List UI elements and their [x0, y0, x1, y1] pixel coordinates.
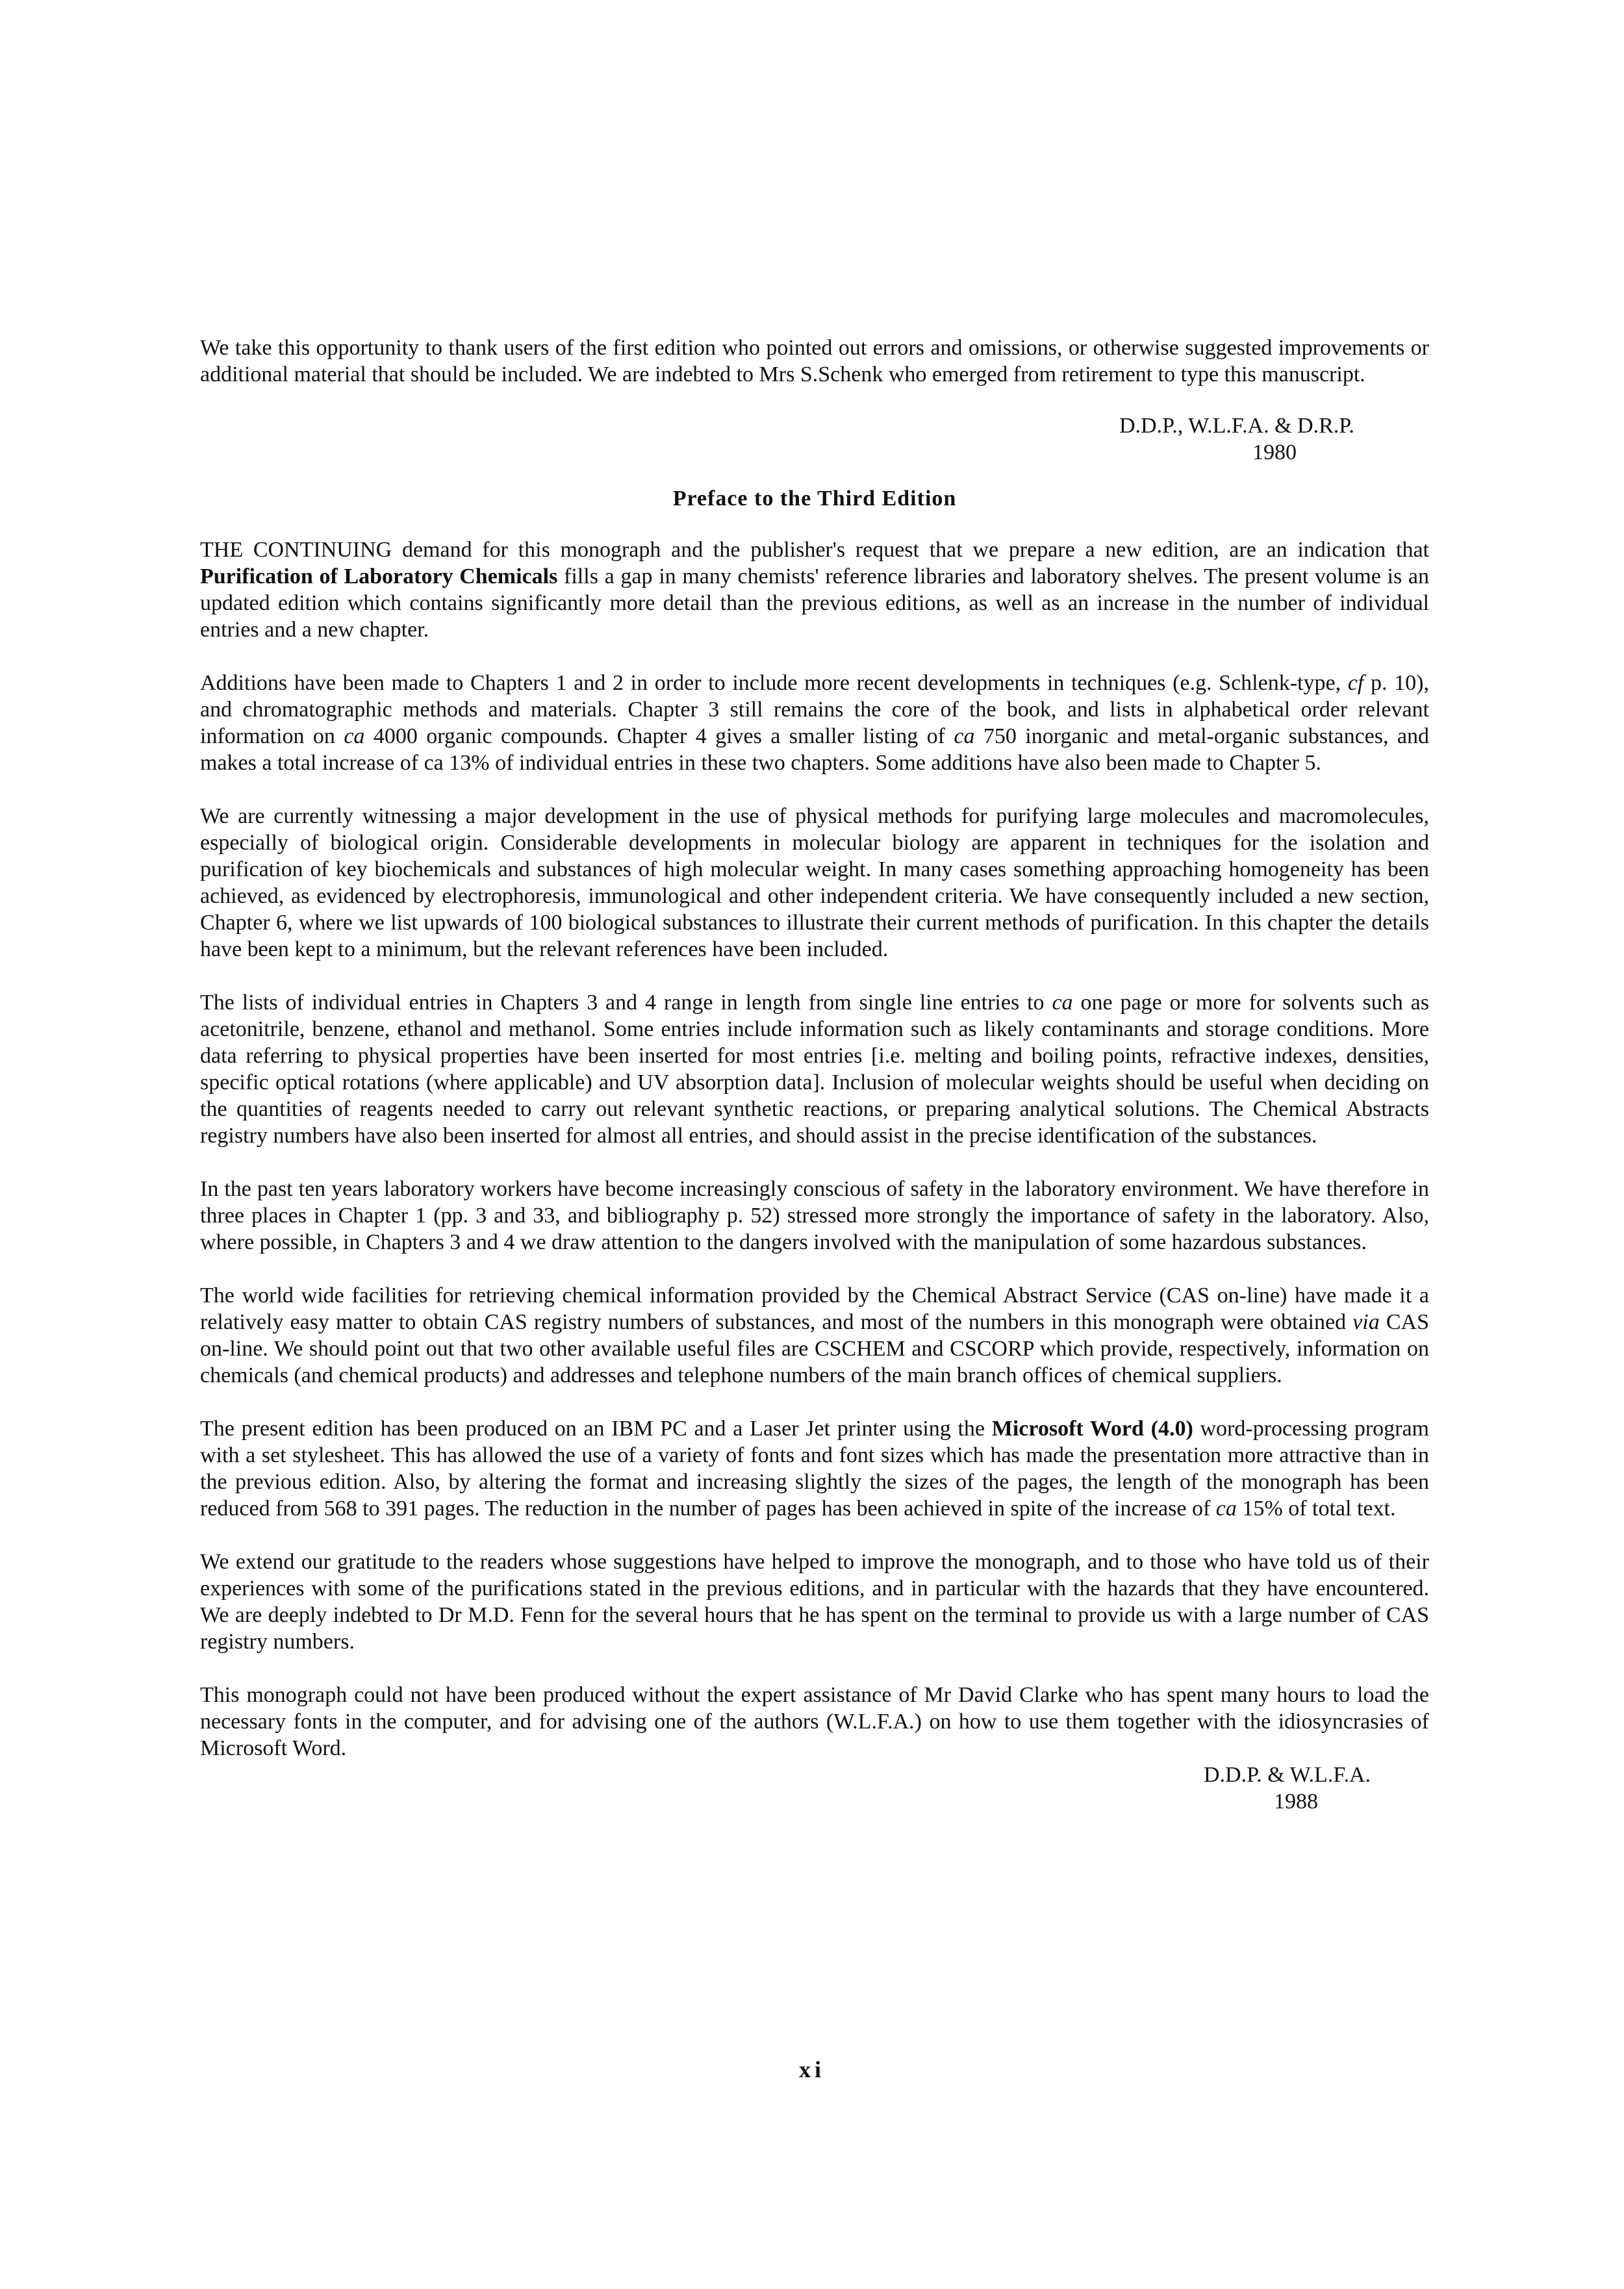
italic-term: ca [344, 724, 365, 748]
text-run: 750 inorganic and metal-organic substances, and makes a total increase of ca 13% of individual entries in these two chapters. Some additions have also been made to Chapter 5. [200, 724, 1429, 775]
intro-paragraph: We take this opportunity to thank users of the first edition who pointed out errors and omissions, or otherwise suggested improvements or additional material that should be included. We are indebted to Mrs S.Schenk who emerged from retirement to type this manuscript. [200, 336, 1429, 386]
paragraph-1 [200, 537, 1429, 643]
preface-page [200, 335, 1429, 1815]
italic-term: ca [1215, 1497, 1237, 1521]
paragraph-4 [200, 989, 1429, 1149]
signature-names: D.D.P., W.L.F.A. & D.R.P. [1119, 414, 1354, 438]
text-run: Additions have been made to Chapters 1 and 2 in order to include more recent developments in techniques (e.g. Schlenk-type, [200, 671, 1348, 695]
signature-year: 1988 [1274, 1789, 1318, 1814]
text-run: word-processing program with a set stylesheet. This has allowed the use of a variety of fonts and font sizes which has made the presentation more attractive than in the previous edition. Also, by altering the format and increasing slightly the sizes of the pages, the length of the monograph has been reduced from 568 to 391 pages. The reduction in the number of pages has been achieved in spite of the increase of [200, 1417, 1430, 1521]
text-run: 4000 organic compounds. Chapter 4 gives a smaller listing of [364, 724, 954, 748]
paragraph-2 [200, 670, 1429, 776]
text-run: one page or more for solvents such as acetonitrile, benzene, ethanol and methanol. Some entries include information such as likely contaminants and storage conditions. More data referring to physical properties have been inserted for most entries [i.e. melting and boiling points, refractive indexes, densities, specific optical rotations (where applicable) and UV absorption data]. Inclusion of molecular weights should be useful when deciding on the quantities of reagents needed to carry out relevant synthetic reactions, or preparing analytical solutions. The Chemical Abstracts registry numbers have also been inserted for almost all entries, and should assist in the precise identification of the substances. [200, 991, 1429, 1148]
software-name: Microsoft Word (4.0) [991, 1417, 1193, 1441]
paragraph-3: We are currently witnessing a major development in the use of physical methods for purifying large molecules and macromolecules, especially of biological origin. Considerable developments in molecular biology are apparent in techniques for the isolation and purification of key biochemicals and substances of high molecular weight. In many cases something approaching homogeneity has been achieved, as evidenced by electrophoresis, immunological and other independent criteria. We have consequently included a new section, Chapter 6, where we list upwards of 100 biological substances to illustrate their current methods of purification. In this chapter the details have been kept to a minimum, but the relevant references have been included. [200, 804, 1429, 961]
signature-year: 1980 [1252, 440, 1297, 464]
italic-term: ca [954, 724, 975, 748]
paragraph-8: We extend our gratitude to the readers whose suggestions have helped to improve the monograph, and to those who have told us of their experiences with some of the purifications stated in the previous editions, and in particular with the hazards that they have encountered. We are deeply indebted to Dr M.D. Fenn for the several hours that he has spent on the terminal to provide us with a large number of CAS registry numbers. [200, 1550, 1429, 1654]
italic-term: via [1352, 1310, 1380, 1334]
text-run: p. 10), and chromatographic methods and materials. Chapter 3 still remains the core of the book, and lists in alphabetical order relevant information on [200, 671, 1429, 748]
italic-term: ca [1052, 991, 1073, 1015]
paragraph-7 [200, 1415, 1429, 1522]
text-run: CAS on-line. We should point out that two other available useful files are CSCHEM and CSCORP which provide, respectively, information on chemicals (and chemical products) and addresses and telephone numbers of the main branch offices of chemical suppliers. [200, 1310, 1429, 1387]
text-run: fills a gap in many chemists' reference libraries and laboratory shelves. The present volume is an updated edition which contains significantly more detail than the previous editions, as well as an increase in the number of individual entries and a new chapter. [200, 564, 1429, 642]
text-run: The world wide facilities for retrieving chemical information provided by the Chemical Abstract Service (CAS on-line) have made it a relatively easy matter to obtain CAS registry numbers of substances, and most of the numbers in this monograph were obtained [200, 1284, 1429, 1334]
italic-term: cf [1347, 671, 1364, 695]
book-title: Purification of Laboratory Chemicals [200, 564, 558, 588]
signature-names: D.D.P. & W.L.F.A. [1204, 1763, 1371, 1787]
signature-1988 [200, 1762, 1429, 1815]
text-run: The present edition has been produced on an IBM PC and a Laser Jet printer using the [200, 1417, 992, 1441]
paragraph-9: This monograph could not have been produced without the expert assistance of Mr David Clarke who has spent many hours to load the necessary fonts in the computer, and for advising one of the authors (W.L.F.A.) on how to use them together with the idiosyncrasies of Microsoft Word. [200, 1683, 1429, 1760]
paragraph-6 [200, 1282, 1429, 1389]
page-number: xi [798, 2056, 825, 2082]
text-run: The lists of individual entries in Chapters 3 and 4 range in length from single line entries to [200, 991, 1052, 1015]
section-heading: Preface to the Third Edition [672, 487, 957, 511]
paragraph-5: In the past ten years laboratory workers have become increasingly conscious of safety in the laboratory environment. We have therefore in three places in Chapter 1 (pp. 3 and 33, and bibliography p. 52) stressed more strongly the importance of safety in the laboratory. Also, where possible, in Chapters 3 and 4 we draw attention to the dangers involved with the manipulation of some hazardous substances. [200, 1177, 1429, 1254]
text-run: 15% of total text. [1236, 1497, 1396, 1521]
text-run: THE CONTINUING demand for this monograph and the publisher's request that we prepare a new edition, are an indication that [200, 538, 1429, 562]
signature-1980 [200, 412, 1429, 466]
